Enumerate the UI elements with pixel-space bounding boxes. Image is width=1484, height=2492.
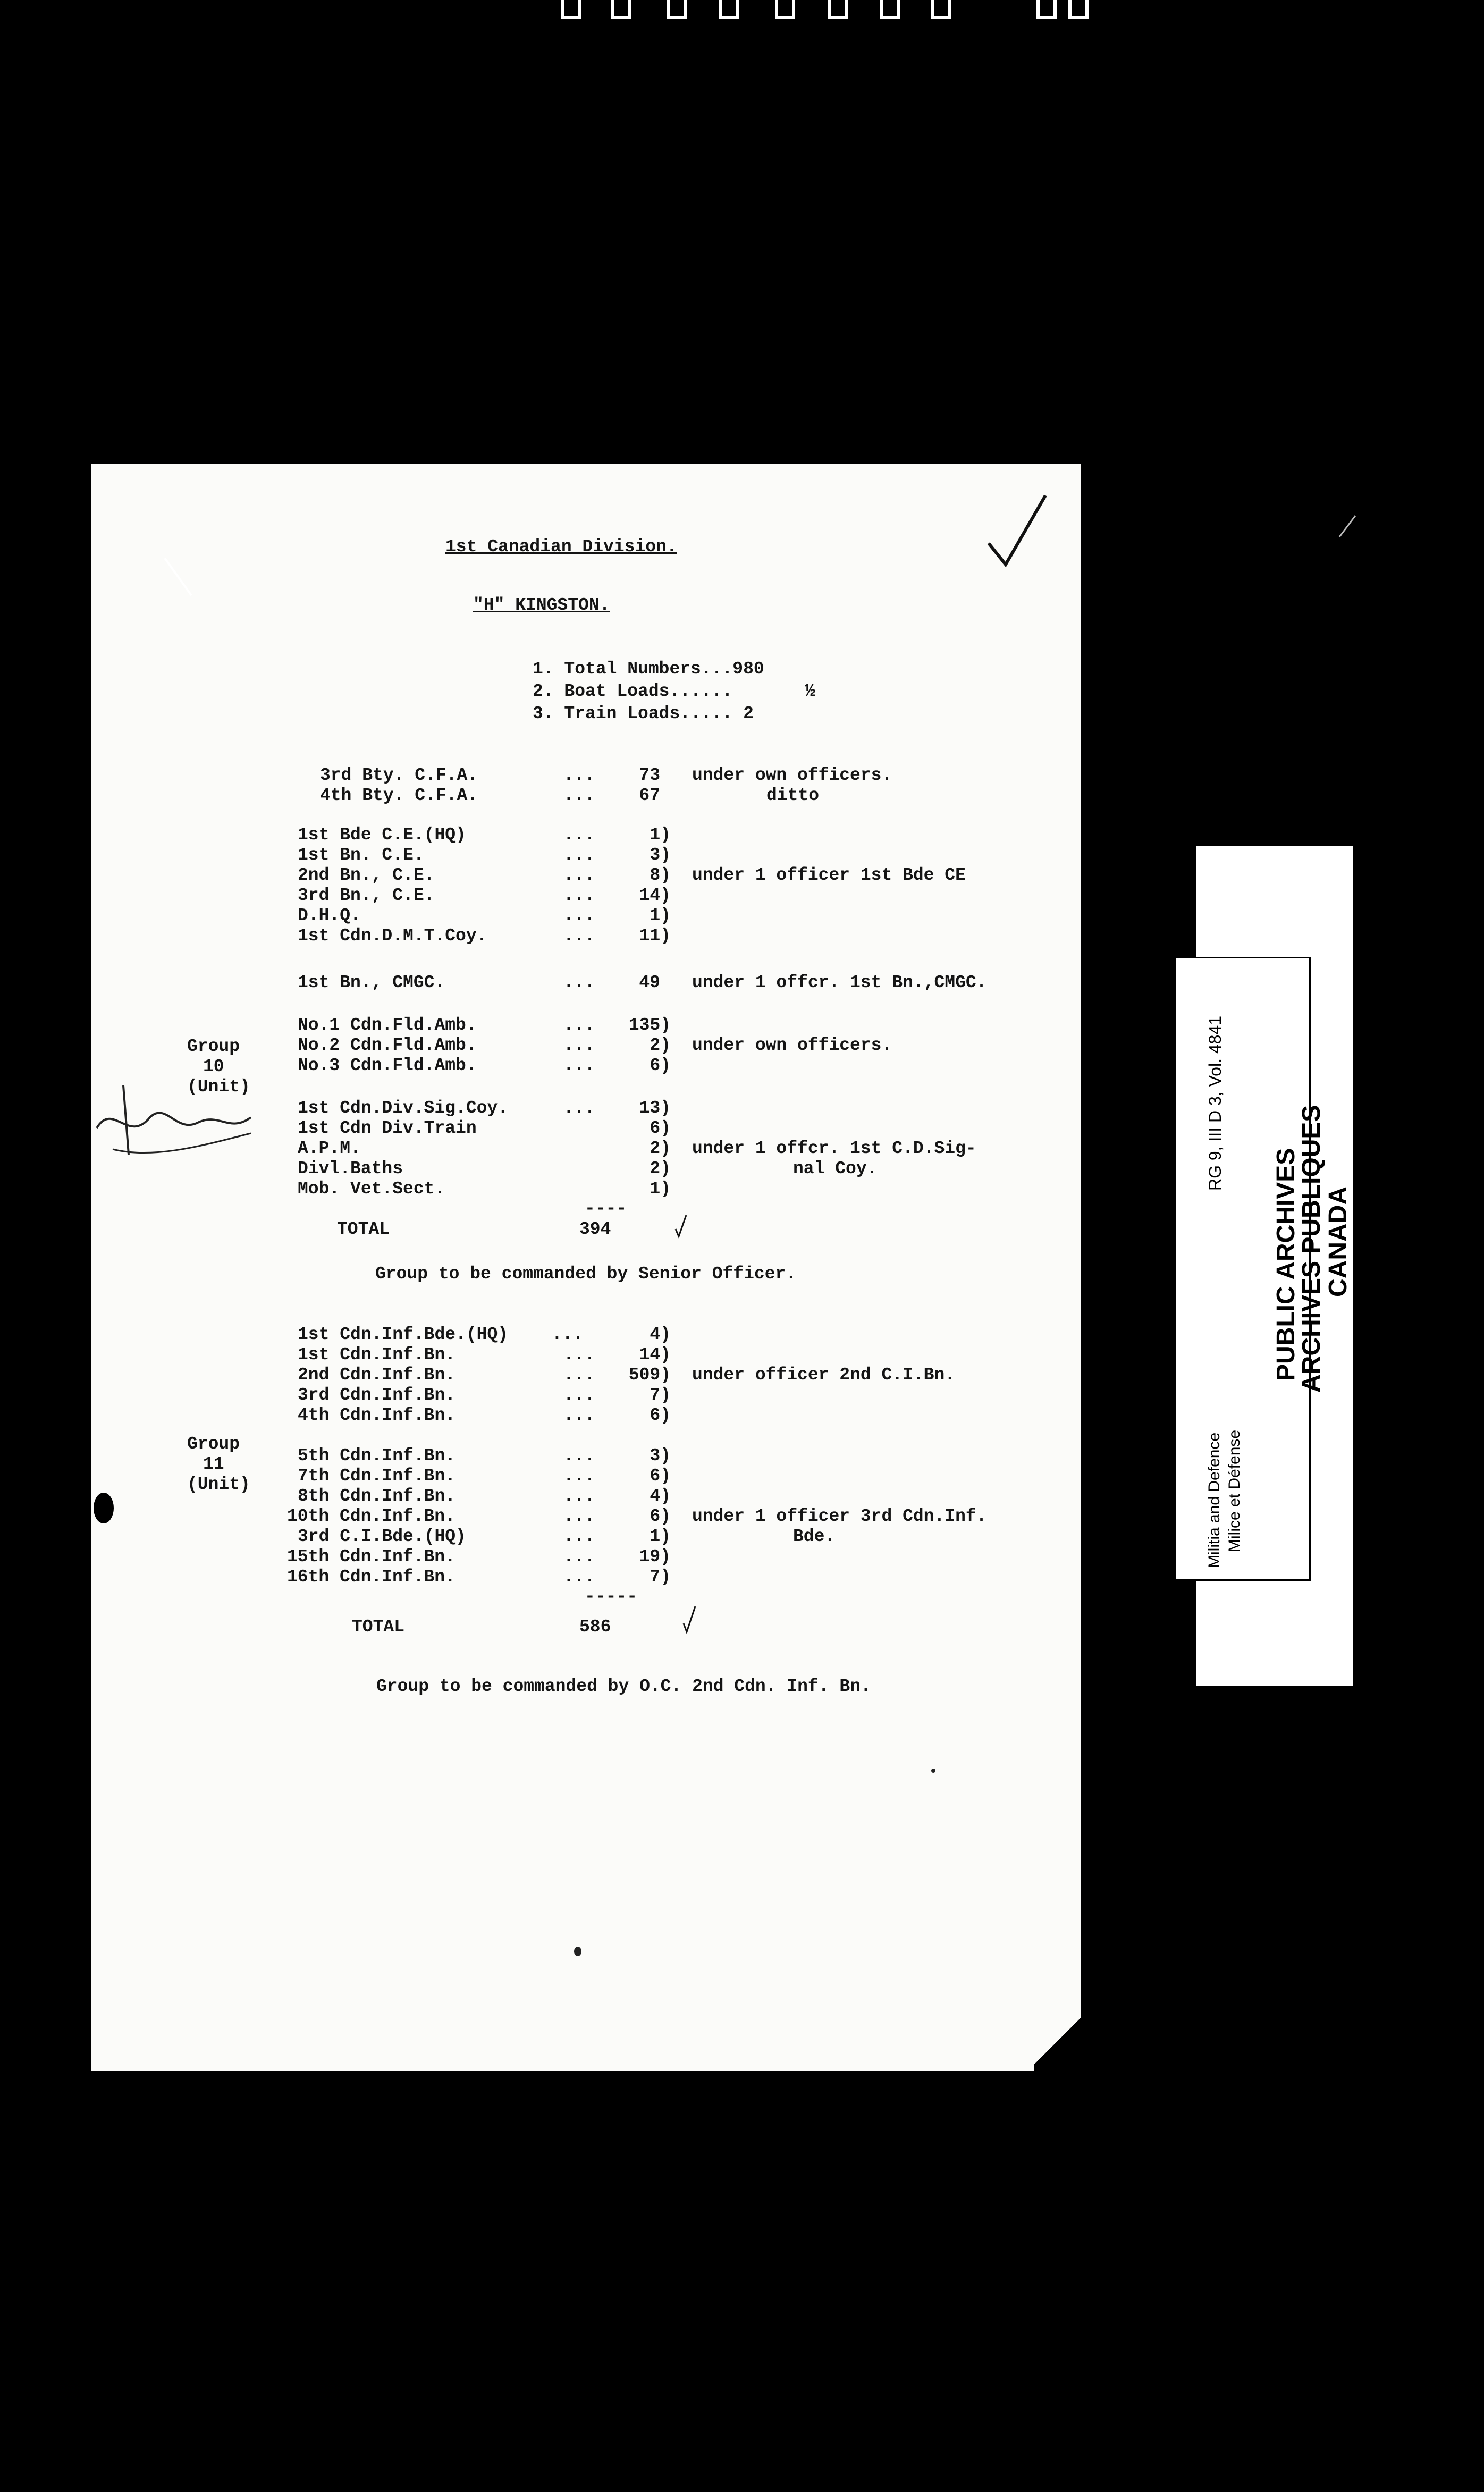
unit-name: 4th Bty. C.F.A. bbox=[320, 786, 478, 805]
film-sprocket bbox=[561, 0, 581, 19]
unit-note: nal Coy. bbox=[793, 1159, 878, 1178]
unit-count: 135) bbox=[628, 1015, 671, 1035]
unit-count: 7) bbox=[650, 1385, 671, 1405]
document-title: 1st Canadian Division. bbox=[445, 537, 677, 557]
dots: ... bbox=[552, 1325, 584, 1344]
unit-count: 11) bbox=[639, 926, 671, 946]
command-statement: Group to be commanded by Senior Officer. bbox=[375, 1264, 797, 1284]
unit-count: 73 bbox=[639, 765, 660, 785]
tick-mark-icon bbox=[681, 1604, 697, 1636]
unit-note: under 1 offcr. 1st C.D.Sig- bbox=[692, 1139, 976, 1158]
tick-mark-icon bbox=[673, 1213, 689, 1240]
dots: ... bbox=[563, 1035, 595, 1055]
total-label: TOTAL bbox=[337, 1219, 390, 1239]
dots: ... bbox=[563, 1527, 595, 1546]
group11-label: 11 bbox=[203, 1454, 224, 1474]
group11-label: Group bbox=[187, 1434, 240, 1454]
unit-count: 4) bbox=[650, 1325, 671, 1344]
group11-label: (Unit) bbox=[187, 1475, 250, 1494]
unit-name: No.1 Cdn.Fld.Amb. bbox=[298, 1015, 477, 1035]
stray-mark bbox=[159, 553, 202, 606]
unit-name: Mob. Vet.Sect. bbox=[298, 1179, 445, 1199]
unit-name: 1st Cdn Div.Train bbox=[298, 1118, 477, 1138]
unit-count: 1) bbox=[650, 1179, 671, 1199]
unit-count: 49 bbox=[639, 973, 660, 992]
unit-count: 3) bbox=[650, 845, 671, 865]
unit-name: 5th Cdn.Inf.Bn. bbox=[298, 1446, 456, 1466]
unit-name: 1st Cdn.Div.Sig.Coy. bbox=[298, 1098, 509, 1118]
dots: ... bbox=[563, 1345, 595, 1365]
unit-count: 6) bbox=[650, 1056, 671, 1075]
unit-name: 16th Cdn.Inf.Bn. bbox=[287, 1567, 456, 1587]
boat-loads-mark: ½ bbox=[805, 681, 815, 701]
unit-note: under own officers. bbox=[692, 765, 892, 785]
unit-name: 15th Cdn.Inf.Bn. bbox=[287, 1547, 456, 1567]
group10-label: 10 bbox=[203, 1057, 224, 1076]
unit-note: Bde. bbox=[793, 1527, 836, 1546]
total-value: 394 bbox=[579, 1219, 611, 1239]
summary-line: 1. Total Numbers...980 bbox=[533, 659, 764, 679]
unit-note: under officer 2nd C.I.Bn. bbox=[692, 1365, 956, 1385]
unit-name: 1st Bde C.E.(HQ) bbox=[298, 825, 466, 845]
unit-note: under own officers. bbox=[692, 1035, 892, 1055]
unit-count: 3) bbox=[650, 1446, 671, 1466]
dots: ... bbox=[563, 765, 595, 785]
department-en: Militia and Defence bbox=[1205, 1432, 1223, 1568]
handwritten-annotation bbox=[91, 1077, 262, 1160]
total-label: TOTAL bbox=[352, 1617, 405, 1637]
unit-name: 8th Cdn.Inf.Bn. bbox=[298, 1486, 456, 1506]
archive-reference: RG 9, III D 3, Vol. 4841 bbox=[1205, 1015, 1225, 1191]
unit-name: No.2 Cdn.Fld.Amb. bbox=[298, 1035, 477, 1055]
unit-count: 1) bbox=[650, 906, 671, 925]
film-sprocket bbox=[1036, 0, 1057, 19]
film-sprocket bbox=[931, 0, 951, 19]
stray-mark bbox=[1334, 510, 1366, 542]
summary-line: 2. Boat Loads...... bbox=[533, 681, 733, 701]
group10-label: (Unit) bbox=[187, 1077, 250, 1097]
dots: ... bbox=[563, 1098, 595, 1118]
unit-count: 1) bbox=[650, 825, 671, 845]
unit-count: 2) bbox=[650, 1035, 671, 1055]
dots: ... bbox=[563, 845, 595, 865]
punch-hole bbox=[94, 1493, 114, 1523]
total-dashes: ---- bbox=[585, 1199, 627, 1218]
dots: ... bbox=[563, 865, 595, 885]
document-subtitle: "H" KINGSTON. bbox=[473, 595, 610, 615]
dots: ... bbox=[563, 1547, 595, 1567]
unit-count: 6) bbox=[650, 1506, 671, 1526]
film-sprocket bbox=[667, 0, 687, 19]
dots: ... bbox=[563, 886, 595, 905]
dots: ... bbox=[563, 1365, 595, 1385]
unit-count: 1) bbox=[650, 1527, 671, 1546]
unit-count: 14) bbox=[639, 1345, 671, 1365]
total-value: 586 bbox=[579, 1617, 611, 1637]
dots: ... bbox=[563, 825, 595, 845]
dots: ... bbox=[563, 1486, 595, 1506]
unit-name: No.3 Cdn.Fld.Amb. bbox=[298, 1056, 477, 1075]
dots: ... bbox=[563, 1405, 595, 1425]
unit-name: 3rd Bn., C.E. bbox=[298, 886, 435, 905]
unit-count: 4) bbox=[650, 1486, 671, 1506]
film-sprocket bbox=[1068, 0, 1089, 19]
unit-name: 4th Cdn.Inf.Bn. bbox=[298, 1405, 456, 1425]
unit-name: 1st Cdn.Inf.Bde.(HQ) bbox=[298, 1325, 509, 1344]
dots: ... bbox=[563, 926, 595, 946]
check-mark-icon bbox=[984, 485, 1048, 570]
total-dashes: ----- bbox=[585, 1587, 638, 1606]
film-sprocket bbox=[611, 0, 631, 19]
unit-name: 7th Cdn.Inf.Bn. bbox=[298, 1466, 456, 1486]
archive-name-fr: ARCHIVES PUBLIQUES bbox=[1297, 1105, 1326, 1393]
unit-note: under 1 officer 3rd Cdn.Inf. bbox=[692, 1506, 987, 1526]
dots: ... bbox=[563, 1056, 595, 1075]
dots: ... bbox=[563, 906, 595, 925]
command-statement: Group to be commanded by O.C. 2nd Cdn. Inf. Bn. bbox=[376, 1677, 871, 1696]
dots: ... bbox=[563, 1506, 595, 1526]
unit-name: 2nd Bn., C.E. bbox=[298, 865, 435, 885]
unit-count: 14) bbox=[639, 886, 671, 905]
dots: ... bbox=[563, 1385, 595, 1405]
film-sprocket bbox=[828, 0, 848, 19]
unit-count: 2) bbox=[650, 1159, 671, 1178]
unit-name: 3rd Bty. C.F.A. bbox=[320, 765, 478, 785]
unit-name: 1st Cdn.D.M.T.Coy. bbox=[298, 926, 487, 946]
group10-label: Group bbox=[187, 1037, 240, 1056]
unit-count: 6) bbox=[650, 1118, 671, 1138]
unit-count: 19) bbox=[639, 1547, 671, 1567]
unit-name: 1st Bn. C.E. bbox=[298, 845, 424, 865]
dots: ... bbox=[563, 1015, 595, 1035]
archive-country: CANADA bbox=[1324, 1186, 1352, 1297]
film-sprocket bbox=[719, 0, 739, 19]
unit-count: 509) bbox=[628, 1365, 671, 1385]
dots: ... bbox=[563, 1446, 595, 1466]
unit-count: 2) bbox=[650, 1139, 671, 1158]
unit-name: Divl.Baths bbox=[298, 1159, 403, 1178]
unit-count: 13) bbox=[639, 1098, 671, 1118]
dots: ... bbox=[563, 973, 595, 992]
unit-count: 67 bbox=[639, 786, 660, 805]
film-sprocket bbox=[775, 0, 795, 19]
unit-note: under 1 officer 1st Bde CE bbox=[692, 865, 966, 885]
unit-name: 1st Cdn.Inf.Bn. bbox=[298, 1345, 456, 1365]
film-sprocket bbox=[880, 0, 900, 19]
unit-name: 2nd Cdn.Inf.Bn. bbox=[298, 1365, 456, 1385]
unit-name: 1st Bn., CMGC. bbox=[298, 973, 445, 992]
unit-name: 3rd C.I.Bde.(HQ) bbox=[298, 1527, 466, 1546]
typed-document-page bbox=[91, 464, 1081, 2071]
unit-name: A.P.M. bbox=[298, 1139, 361, 1158]
summary-line: 3. Train Loads..... 2 bbox=[533, 704, 754, 723]
ink-dot bbox=[574, 1947, 581, 1956]
unit-note: ditto bbox=[766, 786, 820, 805]
unit-count: 6) bbox=[650, 1405, 671, 1425]
unit-count: 6) bbox=[650, 1466, 671, 1486]
unit-count: 7) bbox=[650, 1567, 671, 1587]
ink-dot bbox=[931, 1769, 935, 1773]
unit-note: under 1 offcr. 1st Bn.,CMGC. bbox=[692, 973, 987, 992]
dots: ... bbox=[563, 1567, 595, 1587]
dots: ... bbox=[563, 1466, 595, 1486]
unit-name: D.H.Q. bbox=[298, 906, 361, 925]
unit-count: 8) bbox=[650, 865, 671, 885]
archive-name-en: PUBLIC ARCHIVES bbox=[1272, 1148, 1300, 1381]
unit-name: 3rd Cdn.Inf.Bn. bbox=[298, 1385, 456, 1405]
department-fr: Milice et Défense bbox=[1226, 1429, 1243, 1552]
unit-name: 10th Cdn.Inf.Bn. bbox=[287, 1506, 456, 1526]
dots: ... bbox=[563, 786, 595, 805]
